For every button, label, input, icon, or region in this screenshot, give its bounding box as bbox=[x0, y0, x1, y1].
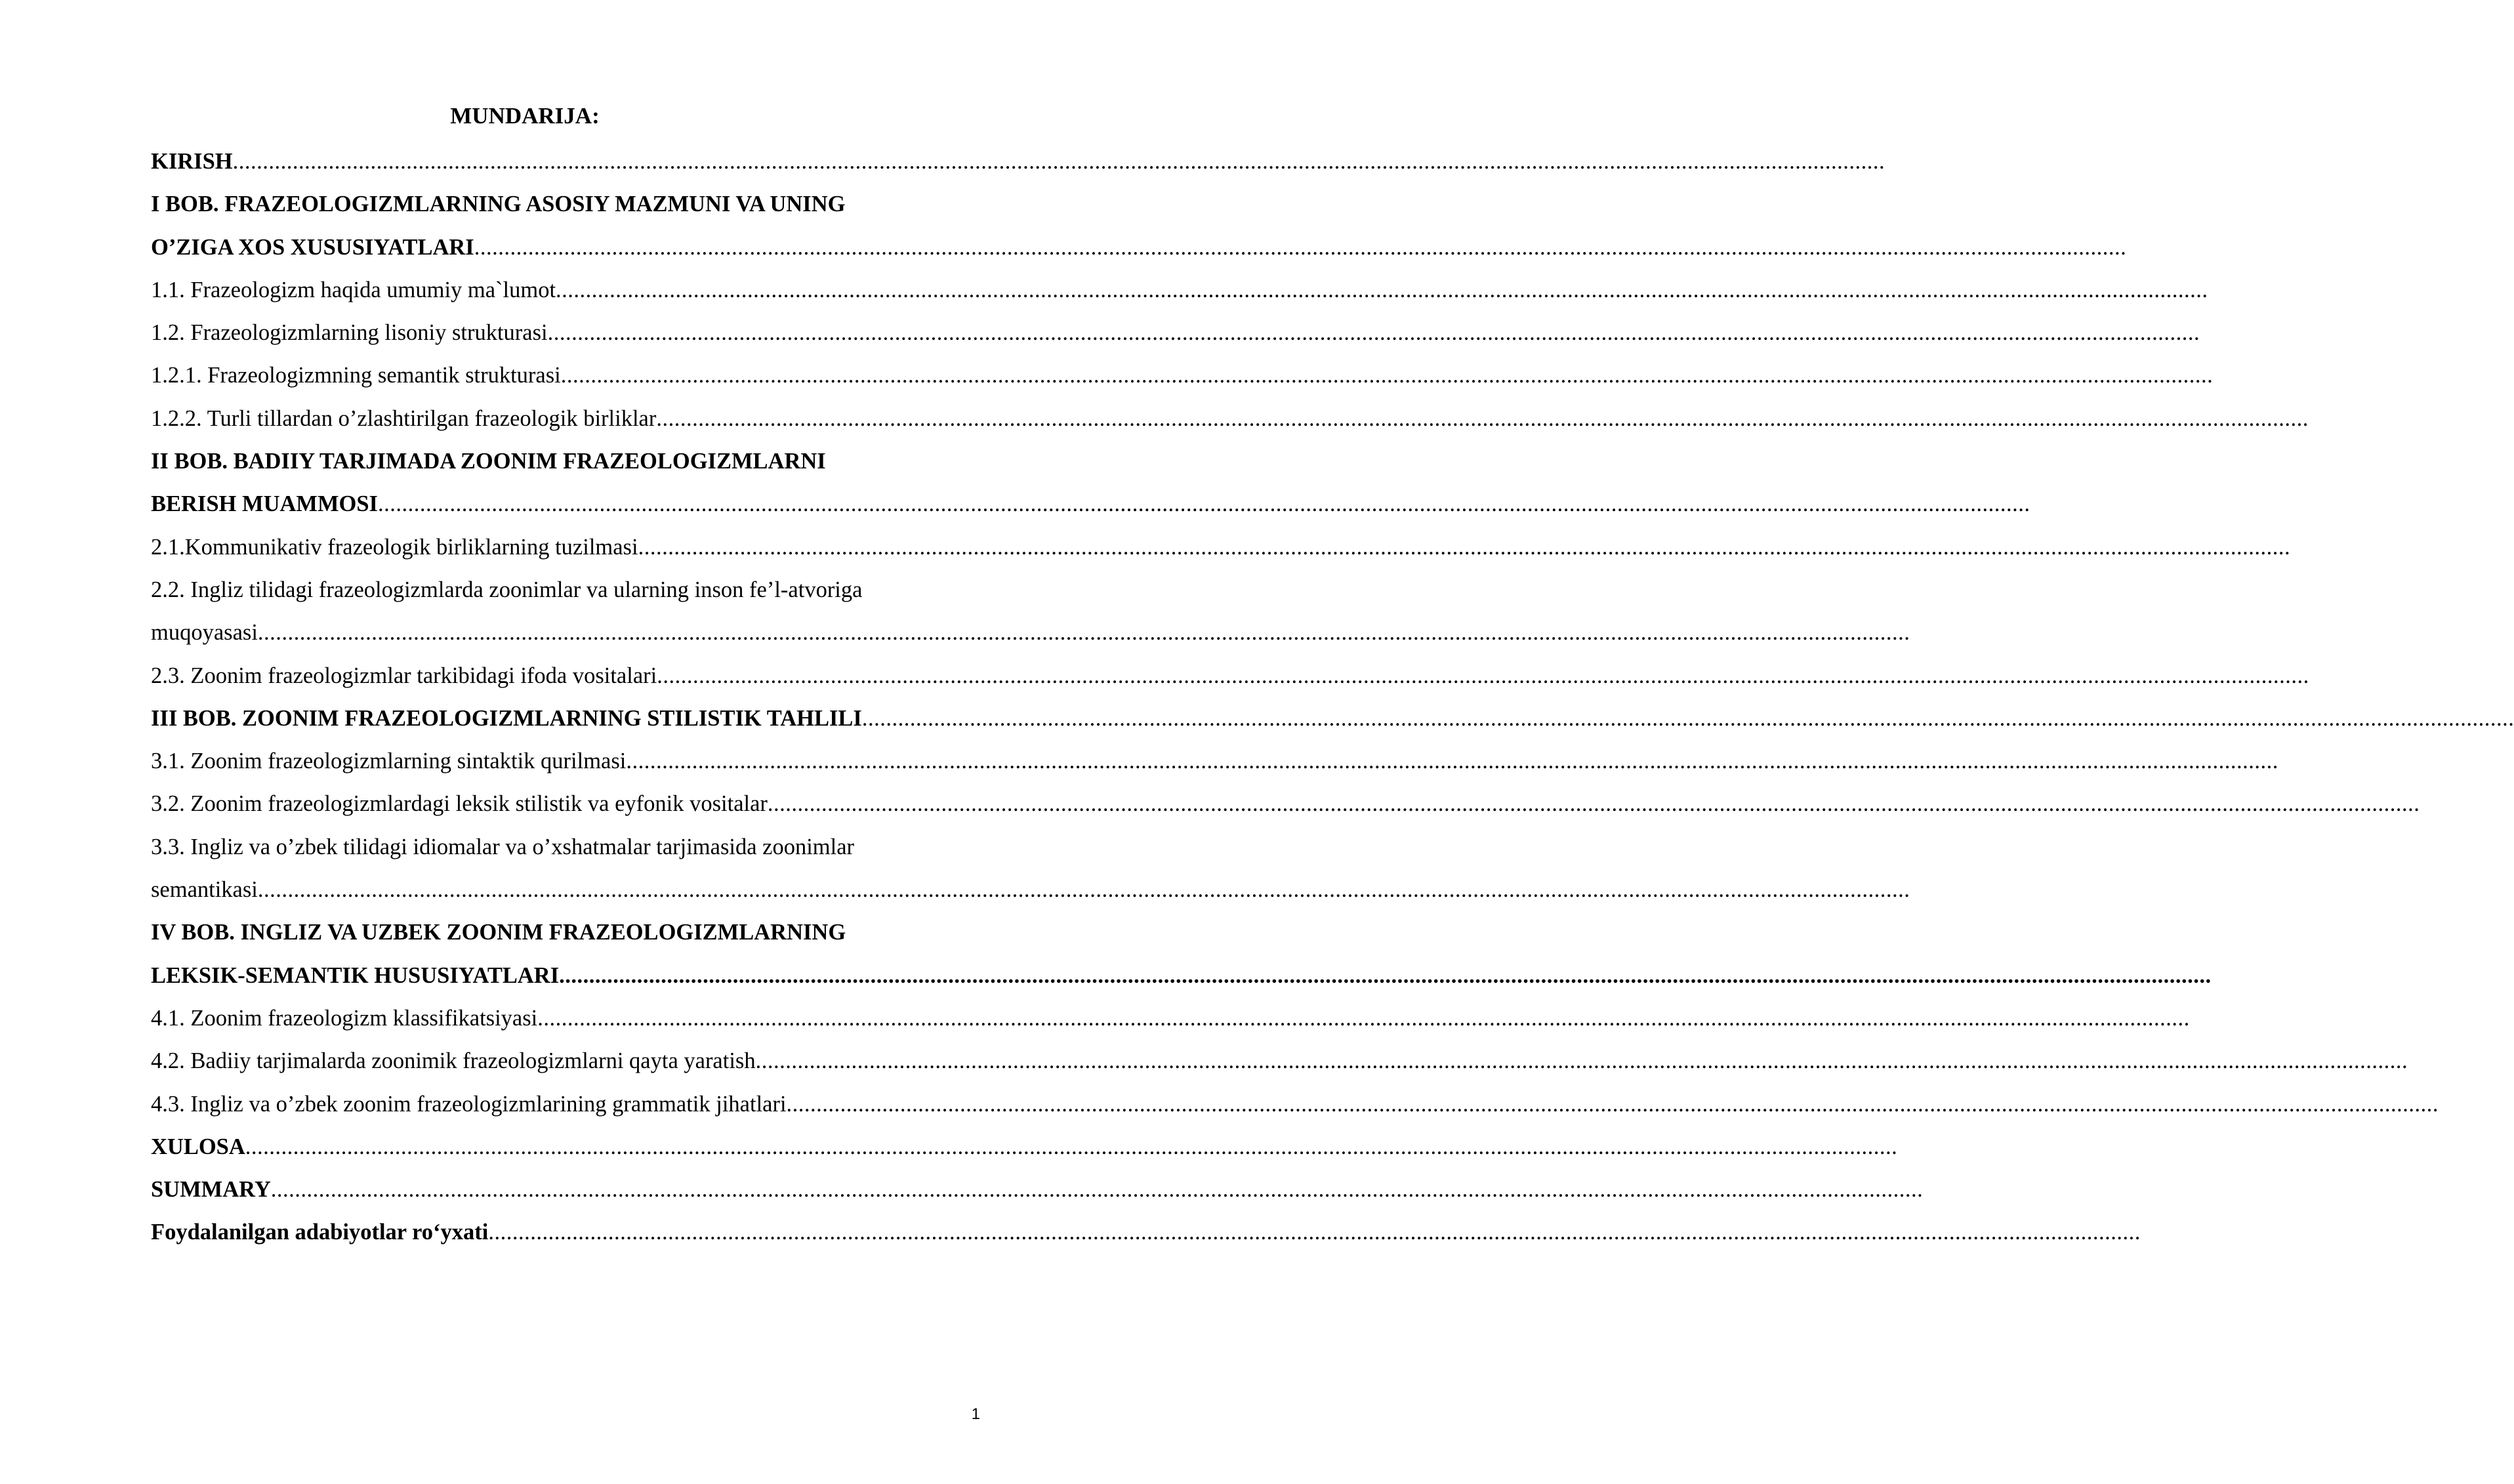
toc-entry bbox=[151, 826, 979, 869]
toc-entry bbox=[151, 226, 2127, 269]
toc-entry bbox=[151, 869, 1910, 911]
table-of-contents bbox=[151, 140, 2514, 1254]
toc-entry-title: 3.3. Ingliz va o’zbek tilidagi idiomalar va o’xshatmalar tarjimasida zoonimlar bbox=[151, 834, 855, 859]
toc-entry-title: 2.3. Zoonim frazeologizmlar tarkibidagi ifoda vositalari bbox=[151, 663, 657, 688]
toc-leader-dots: .................................................................................................................................................................................................................................................................................... bbox=[861, 705, 2514, 731]
toc-entry-title: 1.2.2. Turli tillardan o’zlashtirilgan frazeologik birliklar bbox=[151, 405, 657, 431]
toc-leader-dots: .................................................................................................................................................................................................................................................................................... bbox=[786, 1091, 2439, 1117]
toc-entry bbox=[151, 140, 1886, 183]
toc-leader-dots: .................................................................................................................................................................................................................................................................................... bbox=[537, 1005, 2190, 1031]
toc-leader-dots: .................................................................................................................................................................................................................................................................................... bbox=[474, 234, 2127, 260]
toc-leader-dots: .................................................................................................................................................................................................................................................................................... bbox=[257, 877, 1910, 903]
toc-entry-title: BERISH MUAMMOSI bbox=[151, 491, 378, 517]
toc-entry bbox=[151, 1211, 2141, 1254]
toc-entry-title: O’ZIGA XOS XUSUSIYATLARI bbox=[151, 234, 474, 260]
toc-entry bbox=[151, 569, 979, 611]
toc-entry bbox=[151, 398, 2309, 440]
toc-entry bbox=[151, 1083, 2439, 1126]
toc-entry-title: II BOB. BADIIY TARJIMADA ZOONIM FRAZEOLOGIZMLARNI bbox=[151, 449, 826, 474]
toc-leader-dots: .................................................................................................................................................................................................................................................................................... bbox=[556, 277, 2208, 302]
page-title: MUNDARIJA: bbox=[450, 103, 600, 129]
toc-entry bbox=[151, 269, 2208, 312]
toc-leader-dots: .................................................................................................................................................................................................................................................................................... bbox=[377, 491, 2030, 517]
toc-entry bbox=[151, 697, 2514, 740]
toc-entry-title: 2.2. Ingliz tilidagi frazeologizmlarda zoonimlar va ularning inson fe’l-atvoriga bbox=[151, 577, 863, 602]
toc-entry bbox=[151, 526, 2291, 569]
toc-entry-title: semantikasi bbox=[151, 877, 258, 903]
toc-entry-title: 1.2. Frazeologizmlarning lisoniy strukturasi bbox=[151, 320, 548, 346]
toc-leader-dots: .................................................................................................................................................................................................................................................................................... bbox=[270, 1177, 1924, 1203]
toc-entry-title: 1.1. Frazeologizm haqida umumiy ma`lumot bbox=[151, 277, 556, 302]
toc-entry-title: 4.1. Zoonim frazeologizm klassifikatsiyasi bbox=[151, 1005, 538, 1031]
toc-entry-title: KIRISH bbox=[151, 149, 233, 174]
toc-leader-dots: .................................................................................................................................................................................................................................................................................... bbox=[755, 1048, 2408, 1074]
toc-leader-dots: .................................................................................................................................................................................................................................................................................... bbox=[232, 149, 1886, 174]
toc-entry bbox=[151, 740, 2278, 783]
toc-entry bbox=[151, 1040, 2408, 1082]
toc-entry bbox=[151, 354, 2214, 397]
toc-leader-dots: .................................................................................................................................................................................................................................................................................... bbox=[767, 791, 2420, 817]
toc-entry-title: 2.1.Kommunikativ frazeologik birliklarning tuzilmasi bbox=[151, 534, 638, 560]
toc-entry-title: IV BOB. INGLIZ VA UZBEK ZOONIM FRAZEOLOGIZMLARNING bbox=[151, 920, 846, 945]
toc-entry bbox=[151, 183, 979, 226]
toc-entry-title: III BOB. ZOONIM FRAZEOLOGIZMLARNING STILISTIK TAHLILI bbox=[151, 705, 862, 731]
toc-leader-dots: .................................................................................................................................................................................................................................................................................... bbox=[657, 663, 2309, 688]
toc-leader-dots: .................................................................................................................................................................................................................................................................................... bbox=[547, 320, 2200, 346]
toc-entry bbox=[151, 483, 2030, 526]
toc-entry-title: LEKSIK-SEMANTIK HUSUSIYATLARI bbox=[151, 962, 560, 988]
toc-entry bbox=[151, 1168, 1924, 1211]
toc-entry-title: muqoyasasi bbox=[151, 620, 258, 646]
toc-entry bbox=[151, 911, 979, 954]
toc-entry-title: 4.2. Badiiy tarjimalarda zoonimik frazeologizmlarni qayta yaratish bbox=[151, 1048, 756, 1074]
toc-leader-dots: .................................................................................................................................................................................................................................................................................... bbox=[559, 962, 2212, 988]
toc-leader-dots: .................................................................................................................................................................................................................................................................................... bbox=[560, 363, 2214, 388]
toc-entry-title: I BOB. FRAZEOLOGIZMLARNING ASOSIY MAZMUNI VA UNING bbox=[151, 192, 846, 217]
page-number: 1 bbox=[971, 1405, 980, 1423]
toc-leader-dots: .................................................................................................................................................................................................................................................................................... bbox=[245, 1134, 1898, 1159]
toc-entry-title: Foydalanilgan adabiyotlar ro‘yxati bbox=[151, 1220, 489, 1245]
toc-leader-dots: .................................................................................................................................................................................................................................................................................... bbox=[626, 749, 2278, 774]
toc-leader-dots: .................................................................................................................................................................................................................................................................................... bbox=[488, 1220, 2141, 1245]
toc-entry bbox=[151, 655, 2309, 697]
toc-entry-title: 3.1. Zoonim frazeologizmlarning sintaktik qurilmasi bbox=[151, 749, 627, 774]
toc-leader-dots: .................................................................................................................................................................................................................................................................................... bbox=[257, 620, 1910, 646]
toc-entry bbox=[151, 312, 2200, 354]
toc-entry bbox=[151, 997, 2190, 1040]
toc-entry-title: 1.2.1. Frazeologizmning semantik strukturasi bbox=[151, 363, 561, 388]
toc-entry-title: SUMMARY bbox=[151, 1177, 271, 1203]
toc-entry-title: XULOSA bbox=[151, 1134, 245, 1159]
toc-entry bbox=[151, 440, 979, 483]
toc-leader-dots: .................................................................................................................................................................................................................................................................................... bbox=[656, 405, 2309, 431]
toc-entry bbox=[151, 955, 2212, 997]
toc-entry-title: 3.2. Zoonim frazeologizmlardagi leksik stilistik va eyfonik vositalar bbox=[151, 791, 768, 817]
toc-leader-dots: .................................................................................................................................................................................................................................................................................... bbox=[638, 534, 2291, 560]
toc-entry bbox=[151, 783, 2420, 825]
toc-entry bbox=[151, 611, 1910, 654]
toc-entry bbox=[151, 1126, 1898, 1168]
toc-entry-title: 4.3. Ingliz va o’zbek zoonim frazeologizmlarining grammatik jihatlari bbox=[151, 1091, 787, 1117]
